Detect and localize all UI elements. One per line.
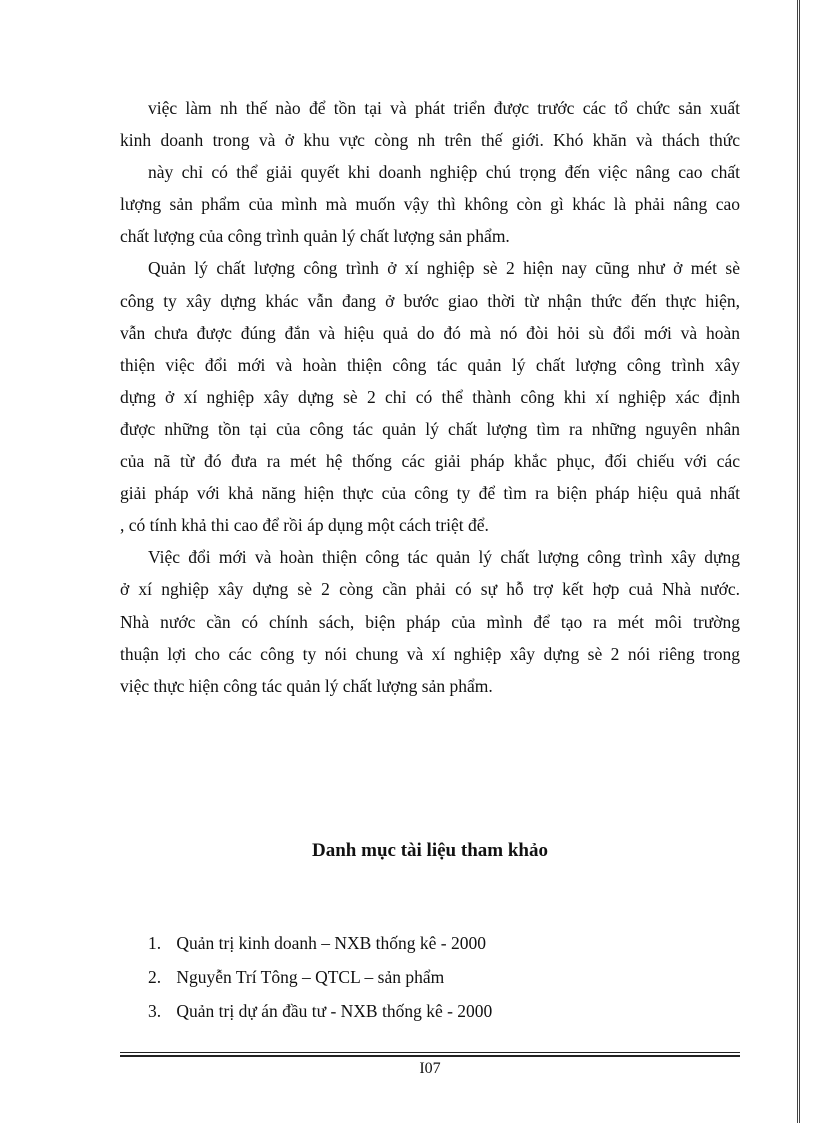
text-line: thuận lợi cho các công ty nói chung và xí nghiệp xây dựng sè 2 nói riêng trong: [120, 643, 740, 664]
body-text: [120, 92, 740, 702]
text-line: được những tồn tại của công tác quản lý chất lượng tìm ra những nguyên nhân: [120, 418, 740, 439]
text-line: việc làm nh thế nào để tồn tại và phát triển được trước các tổ chức sản xuất: [148, 98, 740, 118]
text-line: dựng ở xí nghiệp xây dựng sè 2 chỉ có thể thành công khi xí nghiệp xác định: [120, 386, 740, 407]
text-line: , có tính khả thi cao để rồi áp dụng một cách triệt để.: [120, 515, 489, 536]
references-list: [148, 926, 708, 1028]
reference-item: [148, 926, 708, 960]
text-line: lượng sản phẩm của mình mà muốn vậy thì không còn gì khác là phải nâng cao: [120, 194, 740, 215]
text-line: Quản lý chất lượng công trình ở xí nghiệp sè 2 hiện nay cũng như ở mét sè: [148, 258, 740, 279]
text-line: công ty xây dựng khác vẫn đang ở bước giao thời từ nhận thức đến thực hiện,: [120, 290, 740, 311]
reference-number: 3.: [148, 1001, 162, 1021]
reference-number: 1.: [148, 933, 162, 953]
text-line: việc thực hiện công tác quản lý chất lượng sản phẩm.: [120, 675, 493, 696]
references-title: Danh mục tài liệu tham khảo: [312, 840, 548, 861]
reference-item: [148, 960, 708, 994]
text-line: vẫn chưa được đúng đắn và hiệu quả do đó mà nó đòi hỏi sù đổi mới và hoàn: [120, 322, 740, 343]
text-line: của nã từ đó đưa ra mét hệ thống các giải pháp khắc phục, đối chiếu với các: [120, 451, 740, 472]
footer-divider: [120, 1052, 740, 1057]
page-number: I07: [419, 1060, 441, 1077]
reference-text: Nguyễn Trí Tông – QTCL – sản phẩm: [176, 967, 445, 987]
reference-number: 2.: [148, 967, 162, 987]
reference-text: Quản trị dự án đầu tư - NXB thống kê - 2000: [176, 1001, 493, 1021]
reference-item: [148, 994, 708, 1028]
reference-text: Quản trị kinh doanh – NXB thống kê - 2000: [176, 933, 486, 953]
text-line: này chỉ có thể giải quyết khi doanh nghiệp chú trọng đến việc nâng cao chất: [148, 162, 740, 183]
text-line: ở xí nghiệp xây dựng sè 2 còng cần phải có sự hỗ trợ kết hợp cuả Nhà nước.: [120, 579, 740, 600]
text-line: giải pháp với khả năng hiện thực của công ty để tìm ra biện pháp hiệu quả nhất: [120, 483, 740, 504]
text-line: kinh doanh trong và ở khu vực còng nh trên thế giới. Khó khăn và thách thức: [120, 130, 740, 151]
text-line: thiện việc đổi mới và hoàn thiện công tác quản lý chất lượng công trình xây: [120, 354, 740, 375]
text-line: chất lượng của công trình quản lý chất lượng sản phẩm.: [120, 226, 510, 247]
text-line: Việc đổi mới và hoàn thiện công tác quản lý chất lượng công trình xây dựng: [148, 547, 740, 568]
text-line: Nhà nước cần có chính sách, biện pháp của mình để tạo ra mét môi trường: [120, 611, 740, 632]
page-border: [797, 0, 804, 1123]
